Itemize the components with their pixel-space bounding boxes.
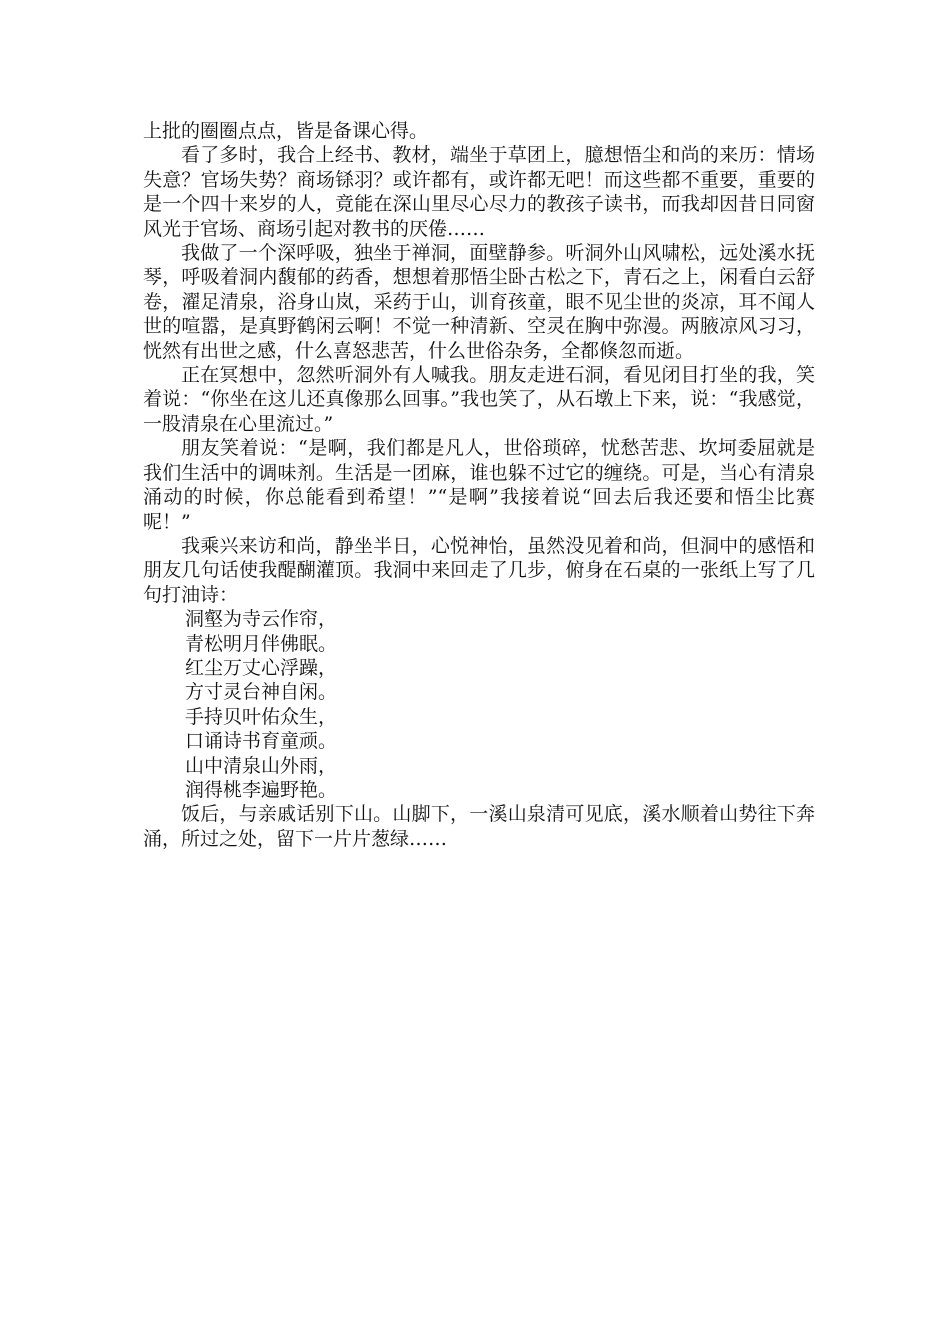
paragraph: 正在冥想中，忽然听洞外有人喊我。朋友走进石洞，看见闭目打坐的我，笑着说：“你坐在这儿还真像那么回事。”我也笑了，从石墩上下来，说：“我感觉，一股清泉在心里流过。” xyxy=(143,364,815,435)
paragraph: 上批的圈圈点点，皆是备课心得。 xyxy=(143,120,429,142)
poem-line: 口诵诗书育童顽。 xyxy=(185,730,338,753)
paragraph: 看了多时，我合上经书、教材，端坐于草团上，臆想悟尘和尚的来历：情场失意？官场失势？商场铩羽？或许都有，或许都无吧！而这些都不重要，重要的是一个四十来岁的人，竟能在深山里尽心尽力的教孩子读书，而我却因昔日同窗风光于官场、商场引起对教书的厌倦…… xyxy=(143,144,815,240)
closing-paragraph: 饭后，与亲戚话别下山。山脚下，一溪山泉清可见底，溪水顺着山势往下奔涌，所过之处，留下一片片葱绿…… xyxy=(143,803,815,850)
poem-line: 润得桃李遍野艳。 xyxy=(185,778,338,801)
poem-line: 方寸灵台神自闲。 xyxy=(185,681,338,704)
poem-line: 手持贝叶佑众生， xyxy=(185,705,338,728)
paragraph: 我乘兴来访和尚，静坐半日，心悦神怡，虽然没见着和尚，但洞中的感悟和朋友几句话使我醍醐灌顶。我洞中来回走了几步，俯身在石桌的一张纸上写了几句打油诗： xyxy=(143,534,815,606)
paragraph: 朋友笑着说：“是啊，我们都是凡人，世俗琐碎，忧愁苦悲、坎坷委屈就是我们生活中的调味剂。生活是一团麻，谁也躲不过它的缠绕。可是，当心有清泉涌动的时候，你总能看到希望！”“是啊”我接着说“回去后我还要和悟尘比赛呢！” xyxy=(143,437,815,533)
poem-line: 青松明月伴佛眠。 xyxy=(185,632,338,655)
poem-line: 红尘万丈心浮躁， xyxy=(185,656,338,679)
document-body xyxy=(143,119,815,851)
paragraph: 我做了一个深呼吸，独坐于禅洞，面壁静参。听洞外山风啸松，远处溪水抚琴，呼吸着洞内馥郁的药香，想想着那悟尘卧古松之下，青石之上，闲看白云舒卷，濯足清泉，浴身山岚，采药于山，训育孩童，眼不见尘世的炎凉，耳不闻人世的喧嚣，是真野鹤闲云啊！不觉一种清新、空灵在胸中弥漫。两腋凉风习习，恍然有出世之感，什么喜怒悲苦，什么世俗杂务，全都倏忽而逝。 xyxy=(143,242,815,362)
poem-line: 山中清泉山外雨， xyxy=(185,754,338,777)
poem-line: 洞壑为寺云作帘， xyxy=(185,608,338,631)
